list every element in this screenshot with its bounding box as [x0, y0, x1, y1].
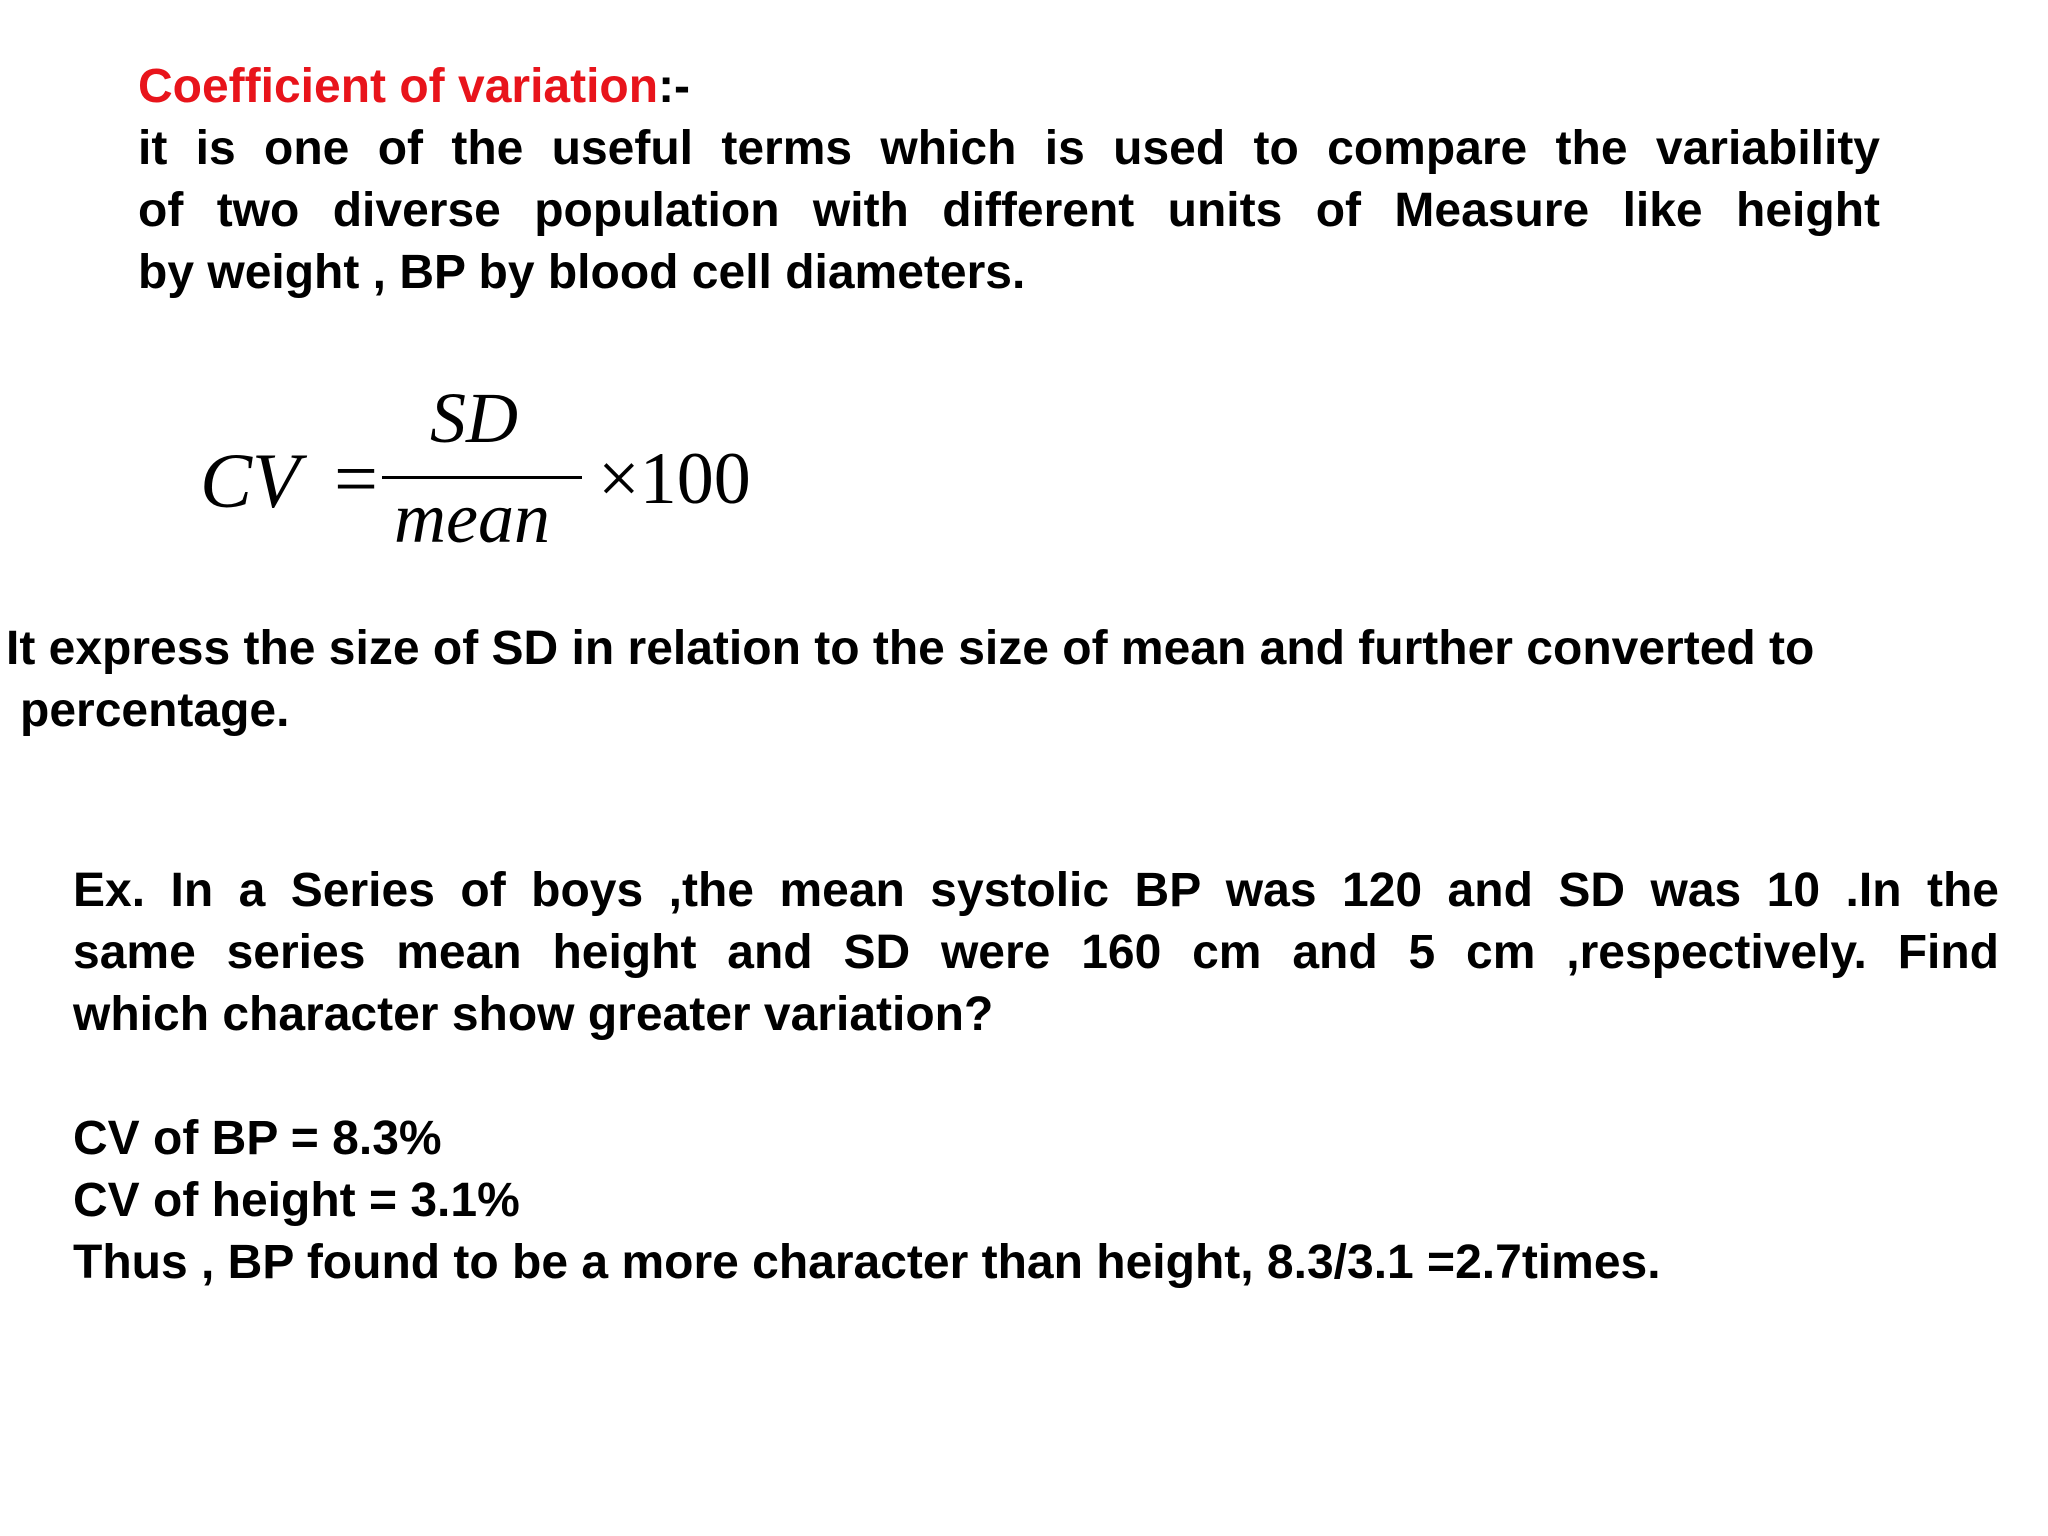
example-line-2: same series mean height and SD were 160 cm and 5 cm ,respectively. Find — [73, 926, 1999, 979]
intro-line-2: of two diverse population with different units of Measure like height — [138, 184, 1880, 237]
example-line-3: which character show greater variation? — [73, 988, 994, 1041]
intro-line-3: by weight , BP by blood cell diameters. — [138, 246, 1026, 299]
result-cv-height: CV of height = 3.1% — [73, 1174, 520, 1227]
formula-lhs: CV — [200, 437, 300, 524]
formula-multiplier: ×100 — [598, 438, 751, 520]
heading-title: Coefficient of variation — [138, 60, 659, 113]
result-cv-bp: CV of BP = 8.3% — [73, 1112, 442, 1165]
description-line-2: percentage. — [20, 684, 290, 737]
example-section — [73, 860, 1999, 1046]
intro-section — [138, 56, 1880, 304]
formula-equals: = — [334, 435, 378, 522]
cv-formula — [200, 380, 800, 580]
formula-denominator: mean — [394, 478, 550, 558]
formula-numerator: SD — [430, 378, 518, 458]
intro-line-1: it is one of the useful terms which is used to compare the variability — [138, 122, 1880, 175]
result-conclusion: Thus , BP found to be a more character than height, 8.3/3.1 =2.7times. — [73, 1236, 1661, 1289]
results-section — [73, 1108, 1973, 1294]
description-section — [6, 618, 1966, 742]
description-line-1: It express the size of SD in relation to the size of mean and further converted to — [6, 622, 1815, 675]
heading-suffix: :- — [658, 60, 691, 113]
example-line-1: Ex. In a Series of boys ,the mean systolic BP was 120 and SD was 10 .In the — [73, 864, 1999, 917]
heading-line — [138, 56, 1880, 118]
